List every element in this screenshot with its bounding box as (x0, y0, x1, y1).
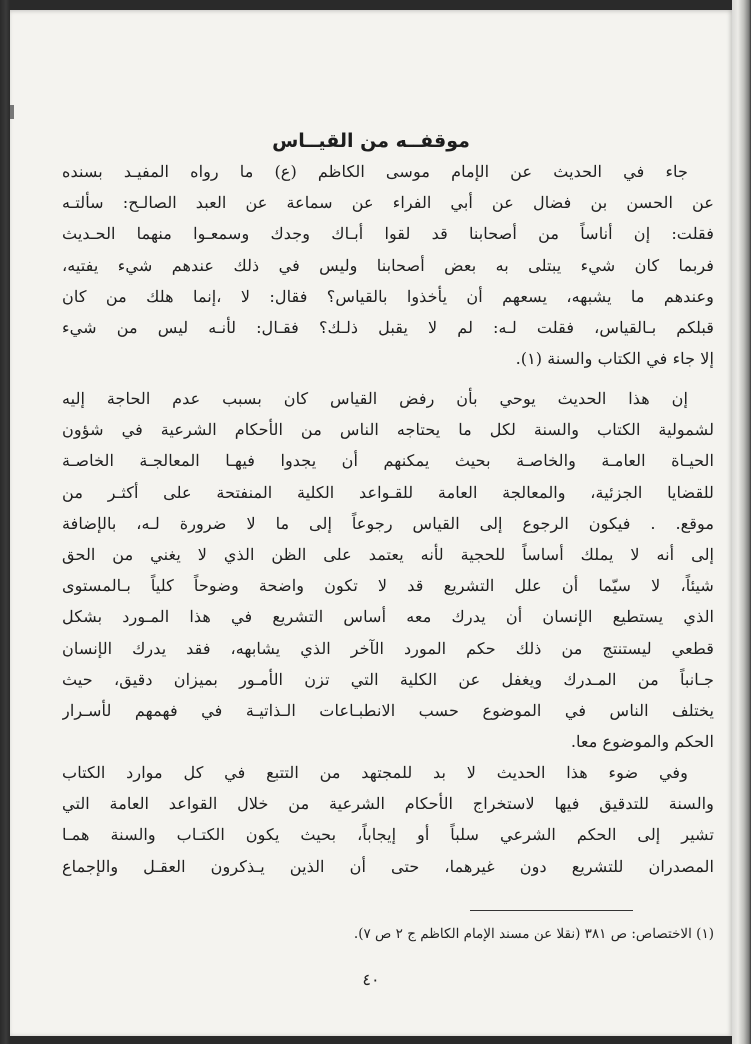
text-line: موقع. . فيكون الرجوع إلى القياس رجوعاً إلى ما لا ضرورة لـه، بالإضافة (62, 513, 714, 533)
text-line: الحيـاة العامـة والخاصـة بحيث يمكنهم أن يجدوا فيهـا المعالجـة الخاصـة (62, 451, 714, 471)
text-line: وعندهم ما يشبهه، يسعهم أن يأخذوا بالقياس؟ فقال: لا ،إنما هلك من كان (62, 286, 714, 306)
text-line: قطعي ليستنتج من ذلك حكم المورد الآخر الذي يشابهه، فقد يدرك الإنسان (62, 638, 714, 658)
text-line: قبلكم بـالقياس، فقلت لـه: لم لا يقبل ذلـك؟ فقـال: لأنـه ليس من شيء (62, 317, 714, 337)
scan-mark (10, 105, 14, 119)
text-line: والسنة للتدقيق فيها لاستخراج الأحكام الشرعية من خلال القواعد العامة التي (62, 794, 714, 814)
text-line: فقلت: إن أناساً من أصحابنا قد لقوا أبـاك وجدك وسمعـوا منهما الحـديث (62, 224, 714, 244)
paragraph-2 (62, 383, 714, 757)
text-line: جـانباً من المـدرك ويغفل عن الكلية التي تزن الأمـور بميزان دقيق، حيث (62, 669, 714, 689)
text-line: الذي يستطيع الإنسان أن يدرك معه أساس التشريع في هذا المـورد بشكل (62, 607, 714, 627)
footnote: (١) الاختصاص: ص ٣٨١ (نقلا عن مسند الإمام الكاظم ج ٢ ص ٧). (353, 926, 714, 942)
page-number: ٤٠ (362, 970, 380, 989)
text-line: يختلف الناس في الموضوع حسب الانطبـاعات الـذاتيـة في فهمهم لأسـرار (62, 700, 714, 720)
text-line: تشير إلى الحكم الشرعي سلباً أو إيجاباً، بحيث يكون الكتـاب والسنة همـا (62, 825, 714, 845)
paragraph-1 (62, 156, 714, 374)
text-line: شيئاً، لا سيّما أن علل التشريع قد لا تكون واضحة وضوحاً كلياً بـالمستوى (62, 576, 714, 596)
section-heading: موقفــه من القيــاس (272, 130, 470, 152)
book-page (10, 10, 732, 1036)
text-line: لشمولية الكتاب والسنة لكل ما يحتاجه الناس من الأحكام الشرعية في شؤون (62, 420, 714, 440)
text-line: إلا جاء في الكتاب والسنة (١). (515, 349, 714, 369)
text-line: الحكم والموضوع معا. (570, 732, 714, 752)
text-line: المصدران للتشريع دون غيرهما، حتى أن الذين يـذكرون العقـل والإجماع (62, 856, 714, 876)
text-line: للقضايا الجزئية، والمعالجة العامة للقـواعد الكلية المنفتحة على أكثـر من (62, 482, 714, 502)
text-line: إن هذا الحديث يوحي بأن رفض القياس كان بسبب عدم الحاجة إليه (62, 389, 688, 408)
footnote-separator (470, 910, 633, 911)
paragraph-3 (62, 757, 714, 882)
text-line: وفي ضوء هذا الحديث لا بد للمجتهد من التتبع في كل موارد الكتاب (62, 763, 688, 782)
text-line: فربما كان شيء يبتلى به بعض أصحابنا وليس في ذلك عندهم شيء يفتيه، (62, 255, 714, 275)
page-edge (732, 0, 751, 1044)
text-line: جاء في الحديث عن الإمام موسى الكاظم (ع) ما رواه المفيـد بسنده (62, 162, 688, 181)
text-line: إلى أنه لا يملك أساساً للحجية لأنه يعتمد على الظن الذي لا يغني من الحق (62, 544, 714, 564)
text-line: عن الحسن بن فضال عن أبي الفراء عن سماعة عن العبد الصالـح: سألتـه (62, 193, 714, 213)
